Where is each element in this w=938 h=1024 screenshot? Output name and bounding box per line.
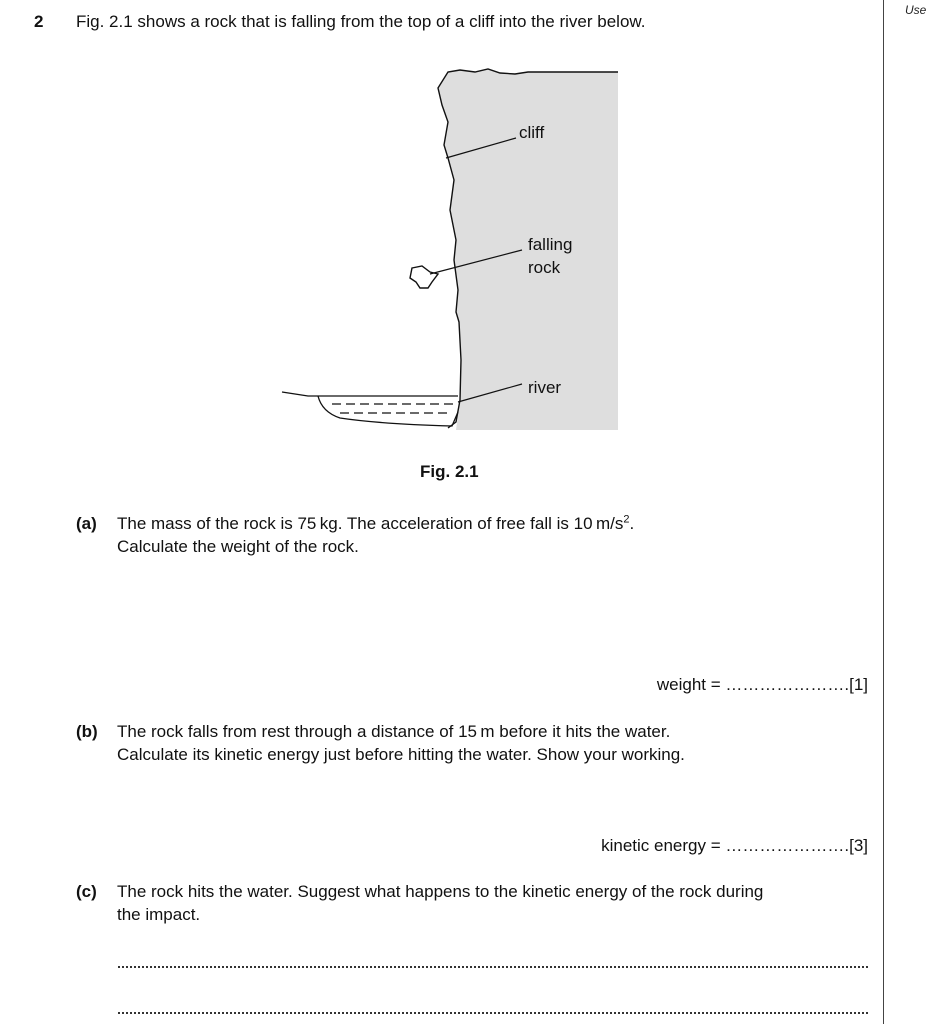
margin-rule [883, 0, 884, 1024]
figure-caption: Fig. 2.1 [420, 462, 479, 481]
part-b [76, 720, 876, 770]
part-c-line1: The rock hits the water. Suggest what happens to the kinetic energy of the rock during [117, 882, 764, 901]
part-b-line2: Calculate its kinetic energy just before hitting the water. Show your working. [117, 745, 685, 764]
question-intro: Fig. 2.1 shows a rock that is falling from the top of a cliff into the river below. [76, 12, 646, 31]
cliff-figure [270, 60, 630, 440]
weight-answer-line[interactable]: weight = ………………….[1] [656, 675, 868, 694]
answer-dotted-line[interactable] [118, 1012, 868, 1014]
part-a-label: (a) [76, 514, 97, 533]
cliff-label: cliff [519, 123, 545, 142]
part-a-line2: Calculate the weight of the rock. [117, 537, 359, 556]
kinetic-energy-answer-line[interactable]: kinetic energy = ………………….[3] [601, 836, 868, 855]
part-c-text [117, 880, 877, 926]
falling-label: falling [528, 235, 573, 254]
question-number: 2 [34, 12, 44, 31]
part-a [76, 512, 876, 562]
rock-label: rock [528, 258, 561, 277]
part-c-label: (c) [76, 882, 97, 901]
falling-rock [410, 266, 438, 288]
river-surface [282, 392, 458, 396]
part-b-line1: The rock falls from rest through a distance of 15 m before it hits the water. [117, 722, 671, 741]
part-c-line2: the impact. [117, 905, 201, 924]
river-bed [318, 396, 458, 426]
part-a-line1: The mass of the rock is 75 kg. The acceleration of free fall is 10 $m/s^2$. [117, 513, 635, 533]
examiner-use-label: Use [905, 3, 927, 17]
river-label: river [528, 378, 562, 397]
answer-dotted-line[interactable] [118, 966, 868, 968]
part-a-text [117, 512, 877, 558]
part-b-text [117, 720, 877, 766]
part-b-label: (b) [76, 722, 98, 741]
part-c [76, 880, 876, 930]
